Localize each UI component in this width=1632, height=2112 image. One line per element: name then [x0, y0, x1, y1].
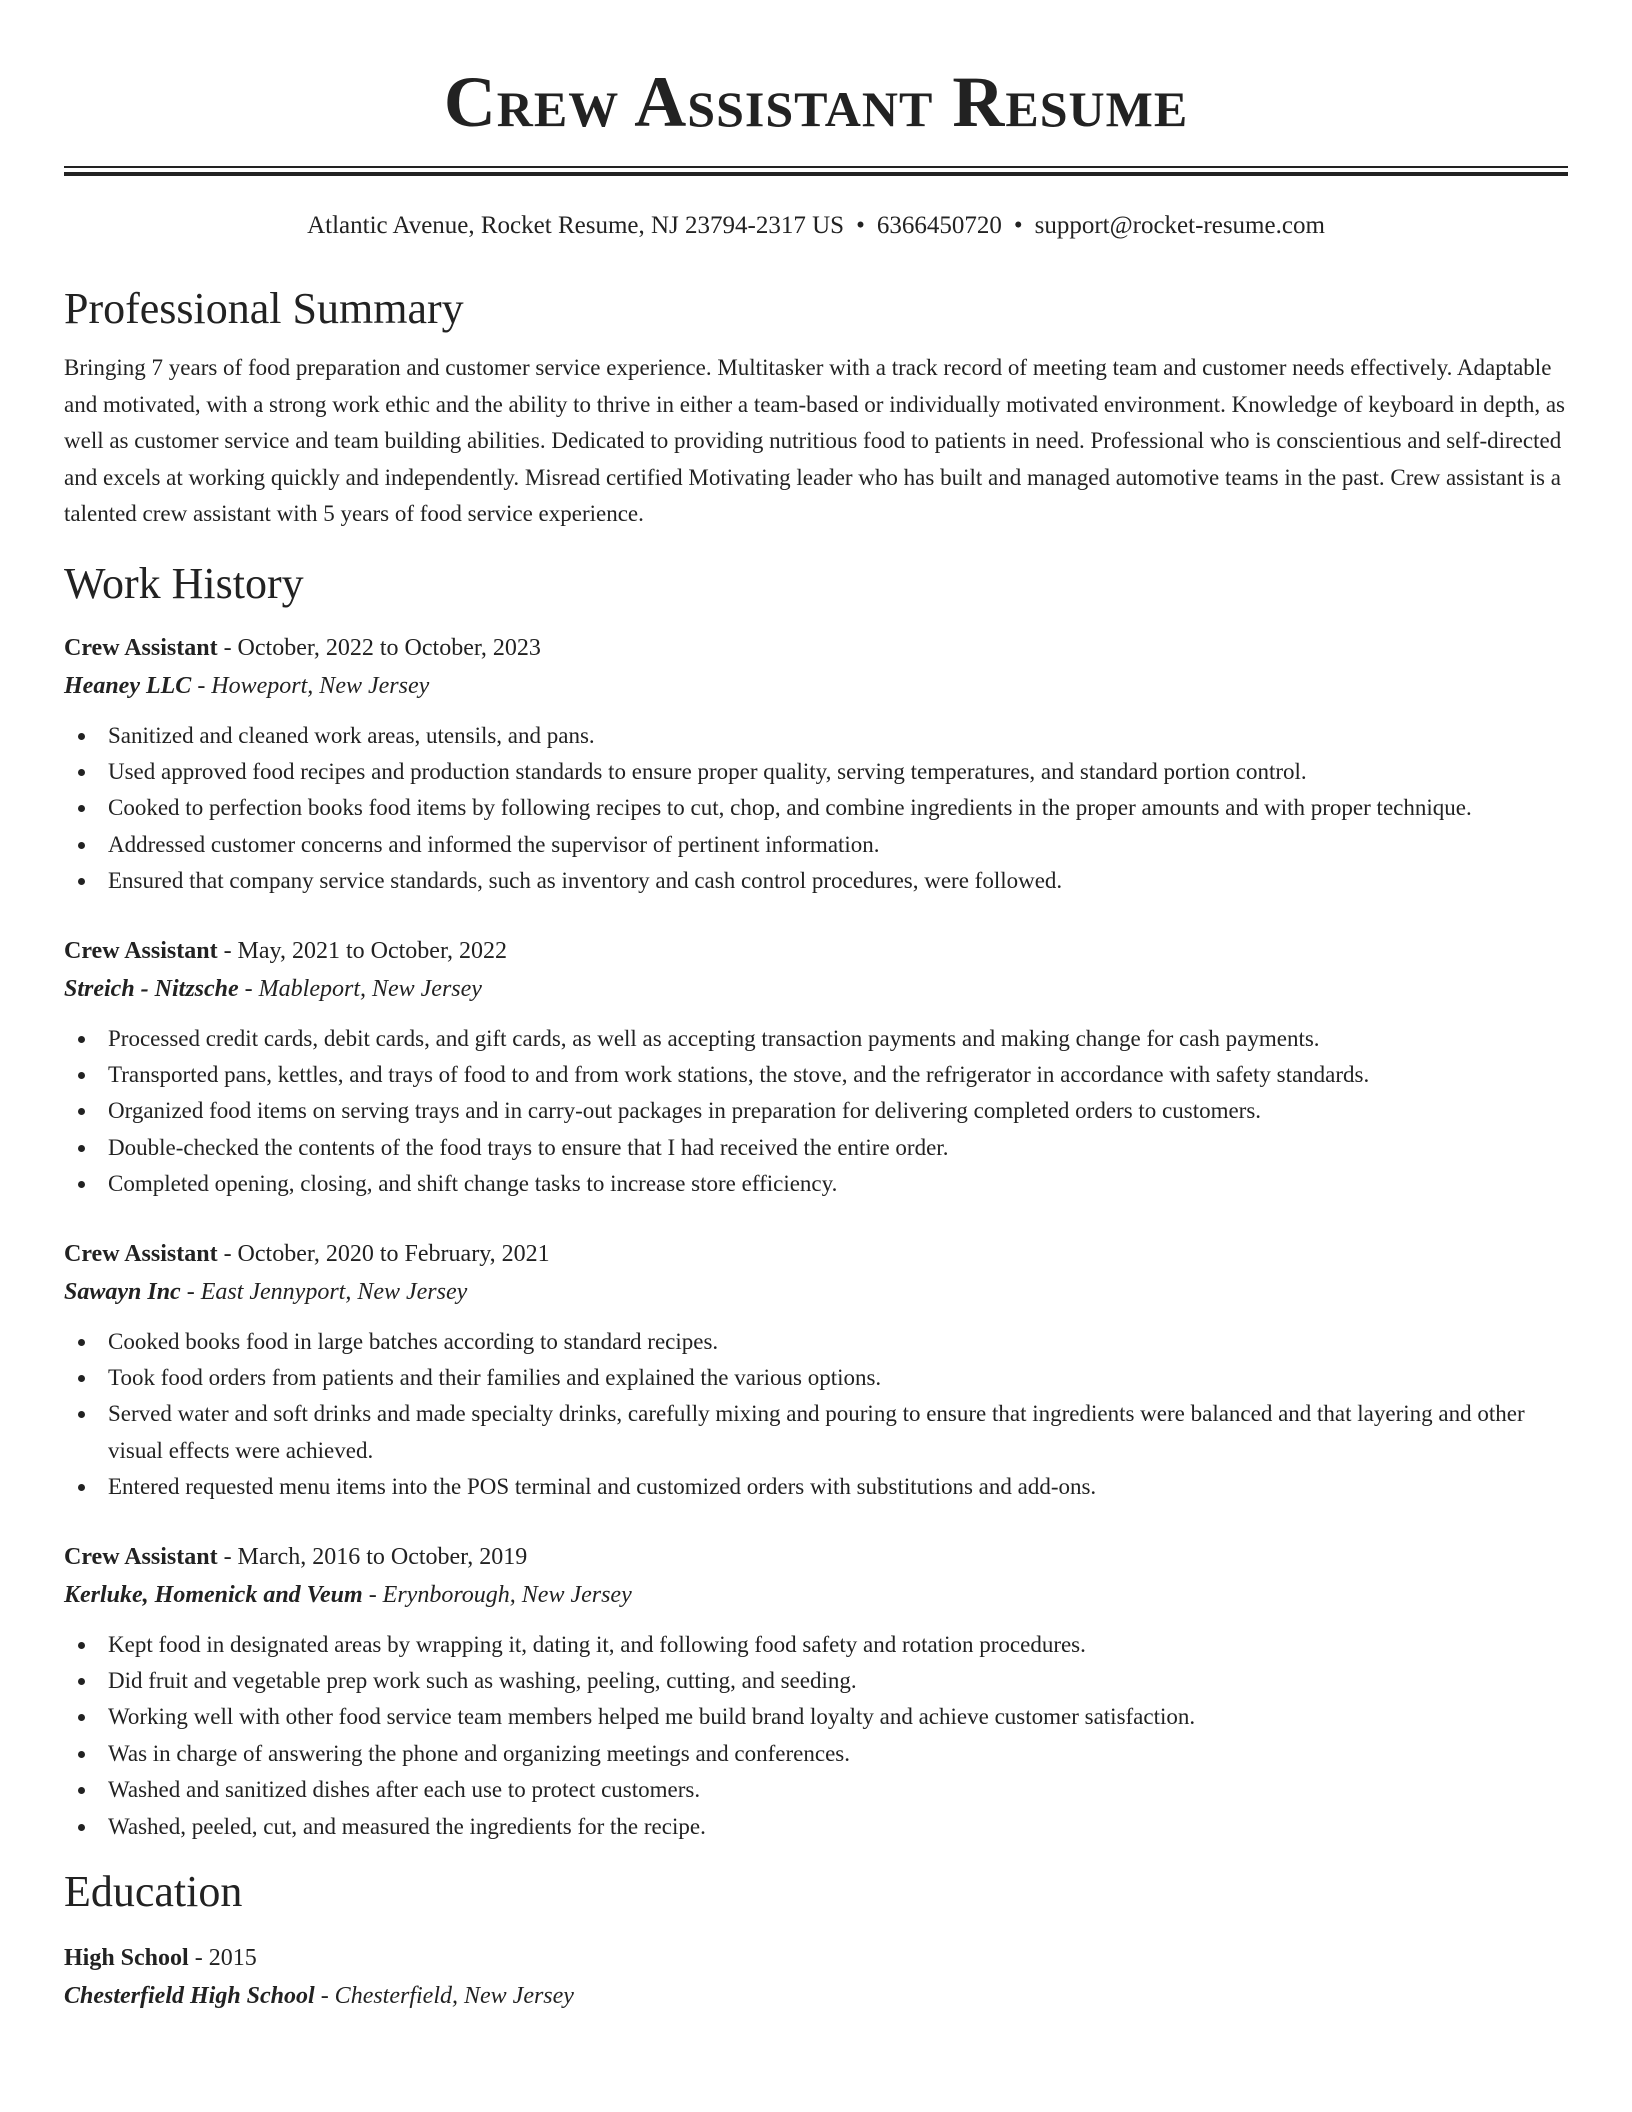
education-entry [64, 1939, 1568, 2016]
school-name: Chesterfield High School [64, 1983, 315, 2010]
employer-name: Streich - Nitzsche [64, 975, 239, 1002]
job-bullets [64, 1021, 1568, 1203]
job-bullet: Took food orders from patients and their families and explained the various options. [108, 1360, 1568, 1396]
job-bullet: Was in charge of answering the phone and organizing meetings and conferences. [108, 1736, 1568, 1772]
job-entry [64, 629, 1568, 900]
contact-phone: 6366450720 [876, 212, 1002, 239]
job-dates: - March, 2016 to October, 2019 [217, 1543, 528, 1570]
resume-title: Crew Assistant Resume [443, 62, 1189, 142]
job-bullet: Sanitized and cleaned work areas, utensils, and pans. [108, 718, 1568, 754]
job-title: Crew Assistant [64, 1240, 218, 1267]
employer-location: - East Jennyport, New Jersey [180, 1278, 468, 1305]
job-dates: - October, 2022 to October, 2023 [217, 634, 541, 661]
job-entry [64, 932, 1568, 1203]
job-title-line [64, 1235, 1568, 1273]
job-title-line [64, 629, 1568, 667]
employer-name: Sawayn Inc [64, 1278, 181, 1305]
contact-line [64, 210, 1568, 242]
employer-location: - Mableport, New Jersey [238, 975, 482, 1002]
job-bullet: Washed and sanitized dishes after each use to protect customers. [108, 1772, 1568, 1808]
summary-heading: Professional Summary [64, 284, 464, 333]
school-line [64, 1977, 1568, 2016]
job-dates: - October, 2020 to February, 2021 [217, 1240, 550, 1267]
employer-location: - Erynborough, New Jersey [362, 1581, 632, 1608]
graduation-year: - 2015 [188, 1945, 257, 1972]
job-bullet: Entered requested menu items into the POS terminal and customized orders with substitutions and add-ons. [108, 1469, 1568, 1505]
degree-line [64, 1939, 1568, 1977]
employer-line [64, 970, 1568, 1009]
school-location: - Chesterfield, New Jersey [314, 1983, 574, 2010]
job-bullet: Cooked books food in large batches according to standard recipes. [108, 1324, 1568, 1360]
contact-separator: • [1013, 212, 1023, 239]
job-bullets [64, 1324, 1568, 1506]
job-bullet: Organized food items on serving trays and in carry-out packages in preparation for delivering completed orders to customers. [108, 1093, 1568, 1129]
employer-line [64, 1576, 1568, 1615]
job-title-line [64, 1538, 1568, 1576]
job-bullets [64, 1627, 1568, 1845]
job-bullet: Addressed customer concerns and informed the supervisor of pertinent information. [108, 827, 1568, 863]
job-title: Crew Assistant [64, 634, 218, 661]
job-bullet: Double-checked the contents of the food trays to ensure that I had received the entire order. [108, 1130, 1568, 1166]
job-bullet: Completed opening, closing, and shift change tasks to increase store efficiency. [108, 1166, 1568, 1202]
job-entry [64, 1538, 1568, 1845]
job-title-line [64, 932, 1568, 970]
job-title: Crew Assistant [64, 1543, 218, 1570]
job-bullet: Transported pans, kettles, and trays of food to and from work stations, the stove, and the refrigerator in accordance with safety standards. [108, 1057, 1568, 1093]
title-divider [64, 166, 1568, 176]
employer-name: Heaney LLC [64, 672, 192, 699]
contact-separator: • [856, 212, 865, 239]
employer-location: - Howeport, New Jersey [191, 672, 430, 699]
employer-line [64, 1273, 1568, 1312]
job-dates: - May, 2021 to October, 2022 [217, 937, 507, 964]
employer-line [64, 667, 1568, 706]
job-bullet: Ensured that company service standards, such as inventory and cash control procedures, were followed. [108, 863, 1568, 899]
job-bullet: Used approved food recipes and production standards to ensure proper quality, serving temperatures, and standard portion control. [108, 754, 1568, 790]
contact-address: Atlantic Avenue, Rocket Resume, NJ 23794-2317 US [307, 212, 845, 239]
summary-text: Bringing 7 years of food preparation and customer service experience. Multitasker with a track record of meeting team and customer needs effectively. Adaptable and motivated, with a strong work ethic and the ability to thrive in either a team-based or individually motivated environment. Knowledge of keyboard in depth, as well as customer service and team building abilities. Dedicated to providing nutritious food to patients in need. Professional who is conscientious and self-directed and excels at working quickly and independently. Misread certified Motivating leader who has built and managed automotive teams in the past. Crew assistant is a talented crew assistant with 5 years of food service experience. [64, 355, 1565, 526]
degree: High School [64, 1945, 189, 1972]
work-history-heading: Work History [64, 558, 304, 608]
job-title: Crew Assistant [64, 937, 218, 964]
contact-email: support@rocket-resume.com [1034, 212, 1325, 239]
job-entry [64, 1235, 1568, 1506]
education-heading: Education [64, 1867, 243, 1917]
job-bullet: Processed credit cards, debit cards, and gift cards, as well as accepting transaction payments and making change for cash payments. [108, 1021, 1568, 1057]
job-bullet: Did fruit and vegetable prep work such as washing, peeling, cutting, and seeding. [108, 1663, 1568, 1699]
job-bullet: Washed, peeled, cut, and measured the ingredients for the recipe. [108, 1809, 1568, 1845]
employer-name: Kerluke, Homenick and Veum [64, 1581, 363, 1608]
job-bullet: Working well with other food service team members helped me build brand loyalty and achieve customer satisfaction. [108, 1699, 1568, 1735]
job-bullets [64, 718, 1568, 900]
job-bullet: Cooked to perfection books food items by following recipes to cut, chop, and combine ingredients in the proper amounts and with proper technique. [108, 790, 1568, 826]
job-bullet: Kept food in designated areas by wrapping it, dating it, and following food safety and rotation procedures. [108, 1627, 1568, 1663]
job-bullet: Served water and soft drinks and made specialty drinks, carefully mixing and pouring to ensure that ingredients were balanced and that layering and other visual effects were achieved. [108, 1396, 1568, 1469]
